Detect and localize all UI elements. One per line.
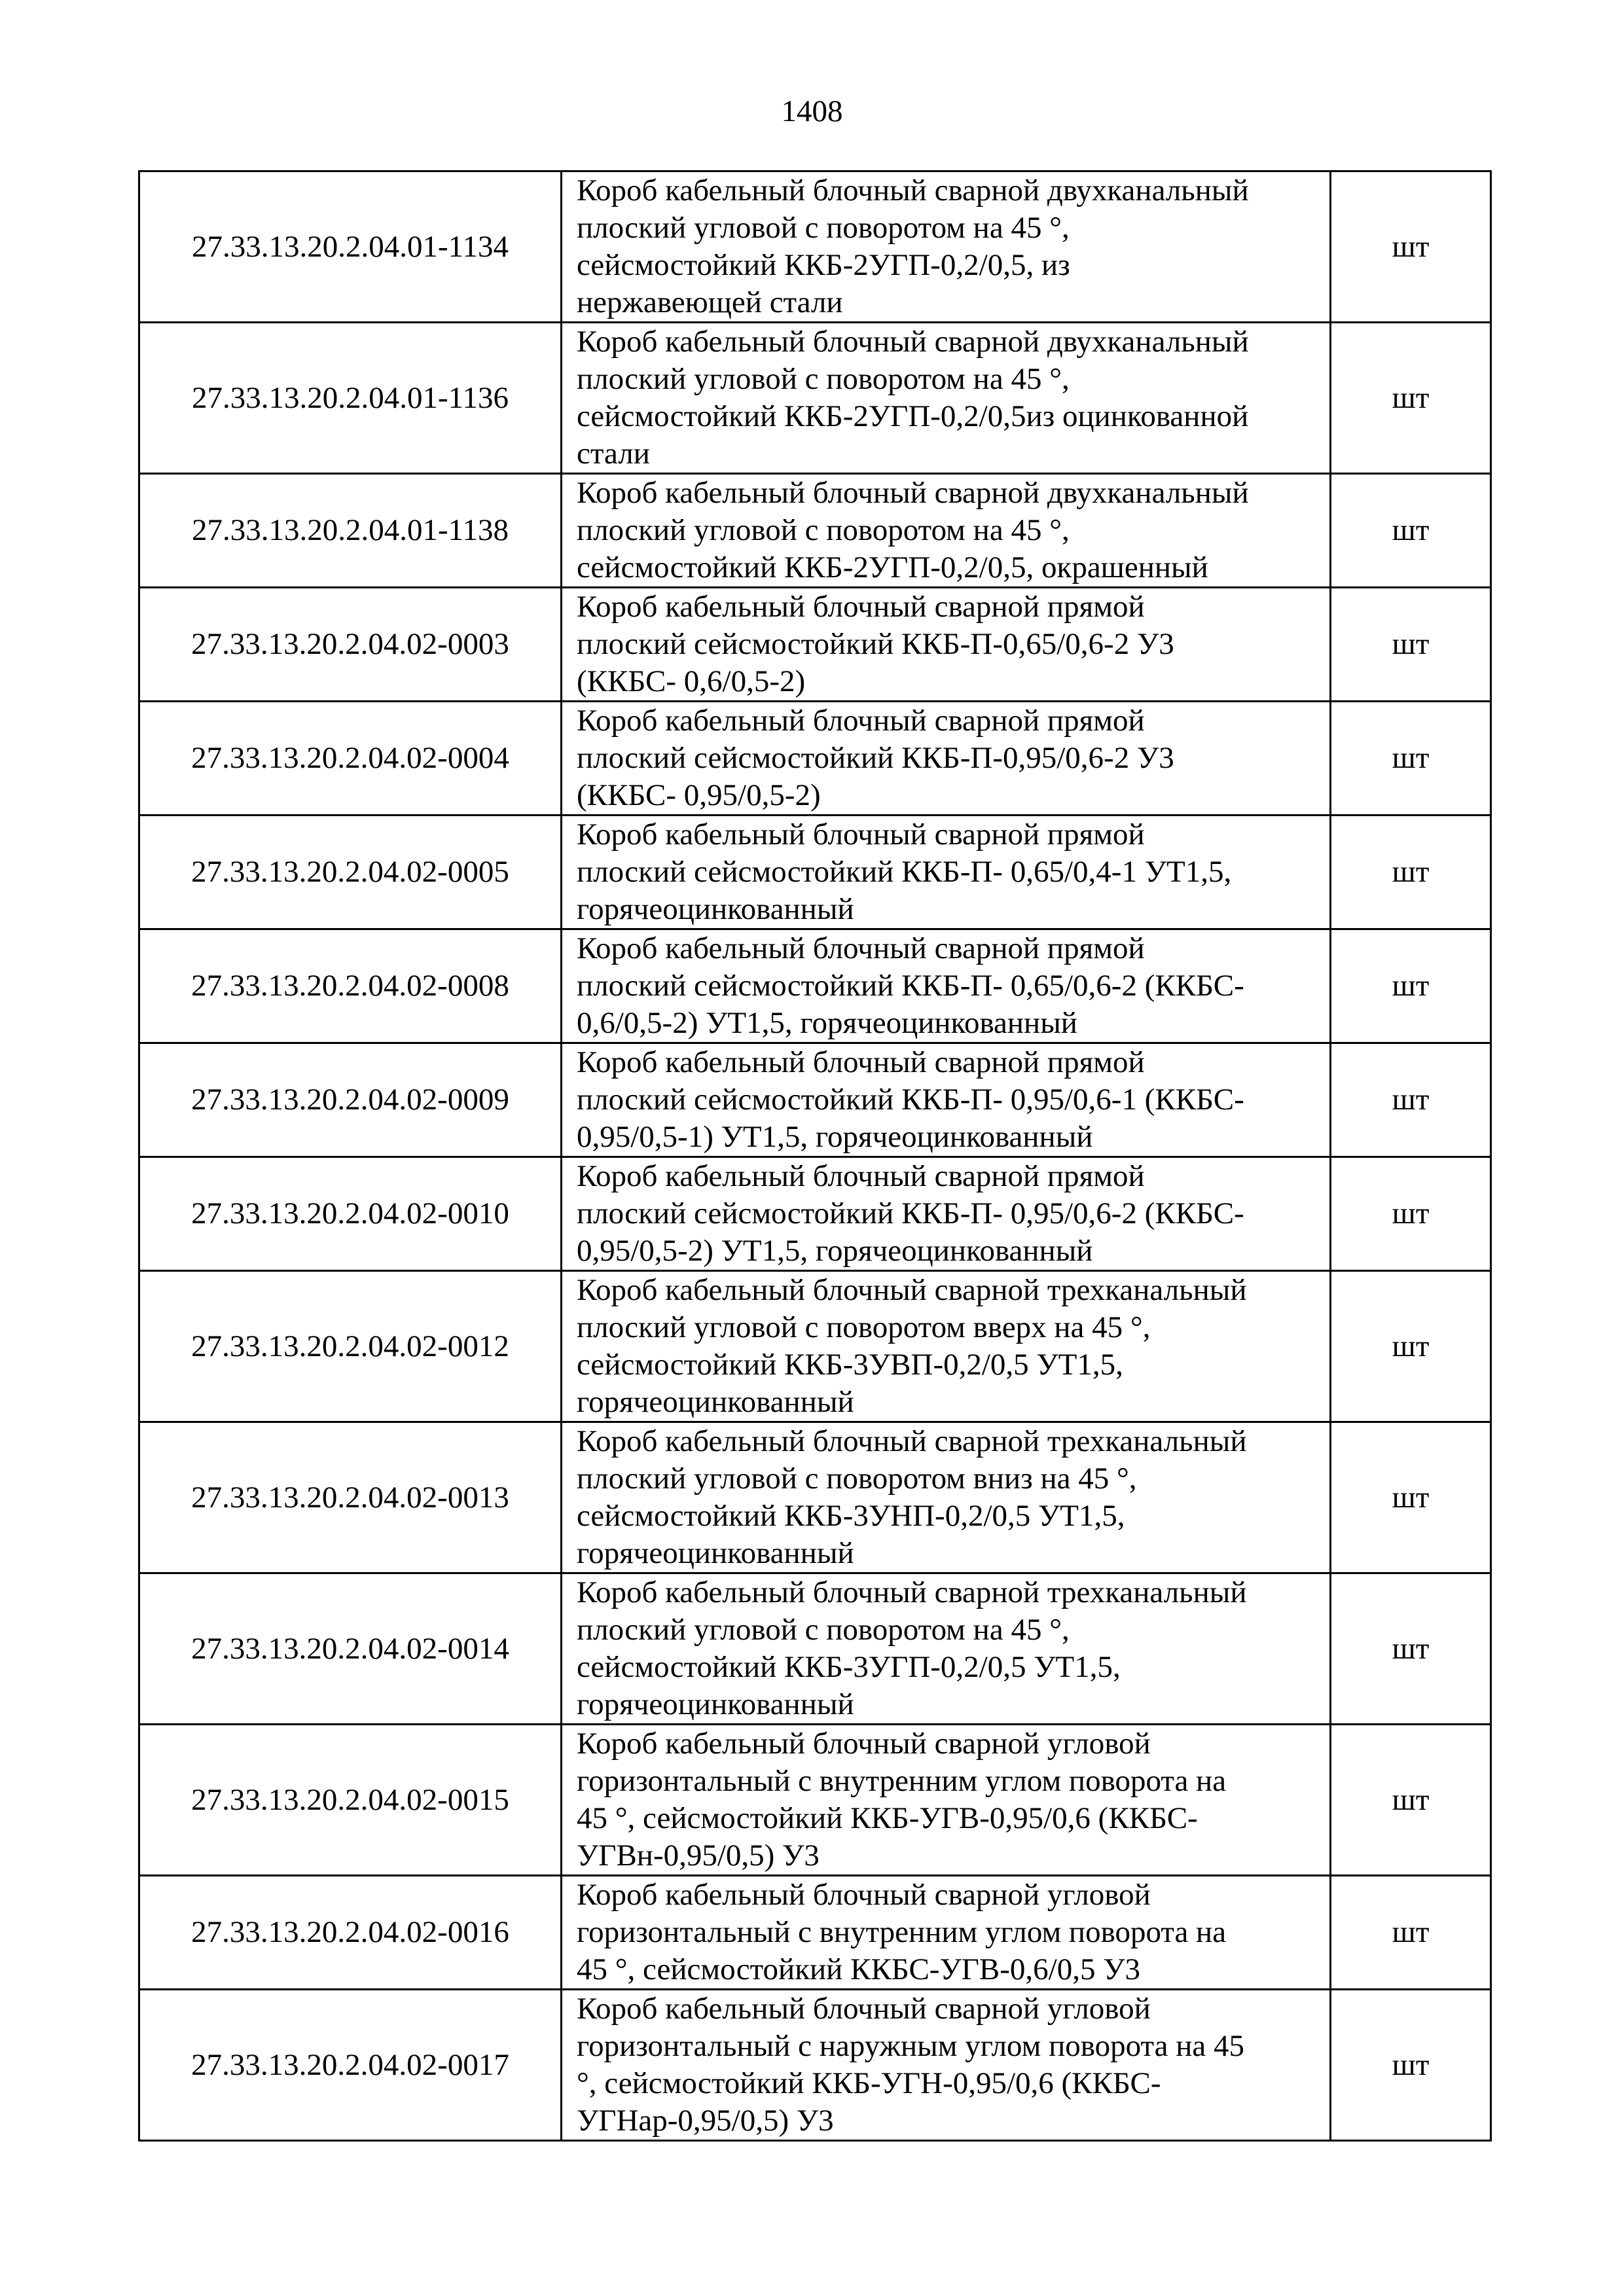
description-line: Короб кабельный блочный сварной двухканальный [577, 325, 1249, 359]
table-row [139, 1422, 1491, 1573]
description-line: Короб кабельный блочный сварной трехканальный [577, 1273, 1247, 1307]
item-code-cell: 27.33.13.20.2.04.02-0015 [139, 1725, 562, 1876]
description-line: плоский сейсмостойкий ККБ-П-0,95/0,6-2 У3 [577, 741, 1174, 775]
description-line: (ККБС- 0,95/0,5-2) [577, 778, 821, 812]
item-code-cell: 27.33.13.20.2.04.02-0008 [139, 929, 562, 1043]
description-line: сейсмостойкий ККБ-2УГП-0,2/0,5из оцинкованной [577, 399, 1249, 433]
item-description-cell [562, 1725, 1331, 1876]
table-row [139, 1876, 1491, 1990]
catalog-table-body [139, 171, 1491, 2141]
table-row [139, 816, 1491, 929]
item-code-cell: 27.33.13.20.2.04.02-0016 [139, 1876, 562, 1990]
description-line: Короб кабельный блочный сварной трехканальный [577, 1424, 1247, 1458]
table-row [139, 1990, 1491, 2141]
description-line: плоский угловой с поворотом вверх на 45 °, [577, 1310, 1151, 1344]
description-line: сейсмостойкий ККБ-2УГП-0,2/0,5, из [577, 248, 1070, 282]
item-unit-cell: шт [1331, 1271, 1491, 1422]
description-line: УГВн-0,95/0,5) У3 [577, 1839, 820, 1873]
description-line: плоский угловой с поворотом на 45 °, [577, 362, 1070, 396]
item-unit-cell: шт [1331, 1043, 1491, 1157]
description-line: горизонтальный с внутренним углом поворота на [577, 1915, 1227, 1949]
description-line: 0,95/0,5-1) УТ1,5, горячеоцинкованный [577, 1120, 1093, 1154]
description-line: плоский угловой с поворотом на 45 °, [577, 513, 1070, 547]
item-unit-cell: шт [1331, 323, 1491, 474]
description-line: плоский угловой с поворотом на 45 °, [577, 211, 1070, 245]
description-line: Короб кабельный блочный сварной трехканальный [577, 1575, 1247, 1609]
item-code-cell: 27.33.13.20.2.04.01-1134 [139, 171, 562, 323]
table-row [139, 171, 1491, 323]
description-line: °, сейсмостойкий ККБ-УГН-0,95/0,6 (ККБС- [577, 2066, 1161, 2100]
description-line: горячеоцинкованный [577, 1536, 854, 1570]
table-row [139, 1573, 1491, 1725]
description-line: горячеоцинкованный [577, 892, 854, 926]
table-row [139, 1043, 1491, 1157]
description-line: 45 °, сейсмостойкий ККБ-УГВ-0,95/0,6 (ККБС- [577, 1801, 1198, 1835]
catalog-table [138, 170, 1492, 2142]
item-unit-cell: шт [1331, 474, 1491, 588]
item-unit-cell: шт [1331, 1157, 1491, 1271]
item-description-cell [562, 474, 1331, 588]
item-description-cell [562, 323, 1331, 474]
description-line: плоский сейсмостойкий ККБ-П- 0,65/0,4-1 УТ1,5, [577, 855, 1232, 889]
description-line: горизонтальный с внутренним углом поворота на [577, 1764, 1227, 1798]
item-description-cell [562, 929, 1331, 1043]
item-description-cell [562, 1157, 1331, 1271]
description-line: Короб кабельный блочный сварной угловой [577, 1878, 1151, 1912]
description-line: Короб кабельный блочный сварной прямой [577, 1045, 1145, 1079]
description-line: (ККБС- 0,6/0,5-2) [577, 664, 806, 698]
item-code-cell: 27.33.13.20.2.04.02-0012 [139, 1271, 562, 1422]
table-row [139, 929, 1491, 1043]
item-unit-cell: шт [1331, 1990, 1491, 2141]
description-line: Короб кабельный блочный сварной прямой [577, 1159, 1145, 1193]
description-line: Короб кабельный блочный сварной прямой [577, 931, 1145, 965]
table-row [139, 588, 1491, 702]
description-line: Короб кабельный блочный сварной двухканальный [577, 173, 1249, 207]
description-line: плоский сейсмостойкий ККБ-П- 0,65/0,6-2 (ККБС- [577, 969, 1244, 1003]
table-row [139, 702, 1491, 816]
item-unit-cell: шт [1331, 171, 1491, 323]
item-description-cell [562, 171, 1331, 323]
description-line: Короб кабельный блочный сварной прямой [577, 704, 1145, 738]
item-code-cell: 27.33.13.20.2.04.02-0003 [139, 588, 562, 702]
table-row [139, 323, 1491, 474]
description-line: стали [577, 437, 650, 471]
description-line: плоский сейсмостойкий ККБ-П- 0,95/0,6-1 (ККБС- [577, 1083, 1244, 1117]
item-code-cell: 27.33.13.20.2.04.02-0017 [139, 1990, 562, 2141]
item-description-cell [562, 588, 1331, 702]
item-description-cell [562, 816, 1331, 929]
item-description-cell [562, 1422, 1331, 1573]
description-line: нержавеющей стали [577, 285, 843, 319]
description-line: сейсмостойкий ККБ-2УГП-0,2/0,5, окрашенный [577, 550, 1208, 584]
item-description-cell [562, 1990, 1331, 2141]
table-row [139, 474, 1491, 588]
description-line: плоский сейсмостойкий ККБ-П- 0,95/0,6-2 (ККБС- [577, 1196, 1244, 1230]
item-unit-cell: шт [1331, 1422, 1491, 1573]
item-unit-cell: шт [1331, 929, 1491, 1043]
item-code-cell: 27.33.13.20.2.04.02-0014 [139, 1573, 562, 1725]
table-row [139, 1725, 1491, 1876]
item-code-cell: 27.33.13.20.2.04.02-0013 [139, 1422, 562, 1573]
item-code-cell: 27.33.13.20.2.04.02-0004 [139, 702, 562, 816]
table-row [139, 1157, 1491, 1271]
item-code-cell: 27.33.13.20.2.04.02-0005 [139, 816, 562, 929]
description-line: сейсмостойкий ККБ-3УНП-0,2/0,5 УТ1,5, [577, 1499, 1125, 1533]
item-code-cell: 27.33.13.20.2.04.01-1136 [139, 323, 562, 474]
item-description-cell [562, 1876, 1331, 1990]
description-line: сейсмостойкий ККБ-3УВП-0,2/0,5 УТ1,5, [577, 1348, 1123, 1382]
page-number: 1408 [781, 94, 843, 128]
description-line: Короб кабельный блочный сварной прямой [577, 817, 1145, 852]
description-line: горячеоцинкованный [577, 1385, 854, 1419]
table-row [139, 1271, 1491, 1422]
description-line: горячеоцинкованный [577, 1687, 854, 1721]
item-unit-cell: шт [1331, 1725, 1491, 1876]
description-line: плоский сейсмостойкий ККБ-П-0,65/0,6-2 У3 [577, 627, 1174, 661]
item-description-cell [562, 1043, 1331, 1157]
description-line: Короб кабельный блочный сварной угловой [577, 1992, 1151, 2026]
description-line: плоский угловой с поворотом вниз на 45 °, [577, 1462, 1137, 1496]
description-line: УГНар-0,95/0,5) У3 [577, 2104, 834, 2138]
item-unit-cell: шт [1331, 1876, 1491, 1990]
description-line: плоский угловой с поворотом на 45 °, [577, 1613, 1070, 1647]
item-unit-cell: шт [1331, 816, 1491, 929]
item-unit-cell: шт [1331, 702, 1491, 816]
item-description-cell [562, 1271, 1331, 1422]
description-line: сейсмостойкий ККБ-3УГП-0,2/0,5 УТ1,5, [577, 1650, 1121, 1684]
item-code-cell: 27.33.13.20.2.04.02-0010 [139, 1157, 562, 1271]
description-line: 45 °, сейсмостойкий ККБС-УГВ-0,6/0,5 У3 [577, 1952, 1140, 1986]
description-line: 0,6/0,5-2) УТ1,5, горячеоцинкованный [577, 1006, 1077, 1040]
description-line: Короб кабельный блочный сварной прямой [577, 590, 1145, 624]
item-unit-cell: шт [1331, 588, 1491, 702]
item-description-cell [562, 702, 1331, 816]
description-line: Короб кабельный блочный сварной угловой [577, 1727, 1151, 1761]
description-line: горизонтальный с наружным углом поворота на 45 [577, 2029, 1245, 2063]
item-unit-cell: шт [1331, 1573, 1491, 1725]
description-line: Короб кабельный блочный сварной двухканальный [577, 476, 1249, 510]
item-code-cell: 27.33.13.20.2.04.02-0009 [139, 1043, 562, 1157]
item-code-cell: 27.33.13.20.2.04.01-1138 [139, 474, 562, 588]
item-description-cell [562, 1573, 1331, 1725]
description-line: 0,95/0,5-2) УТ1,5, горячеоцинкованный [577, 1234, 1093, 1268]
